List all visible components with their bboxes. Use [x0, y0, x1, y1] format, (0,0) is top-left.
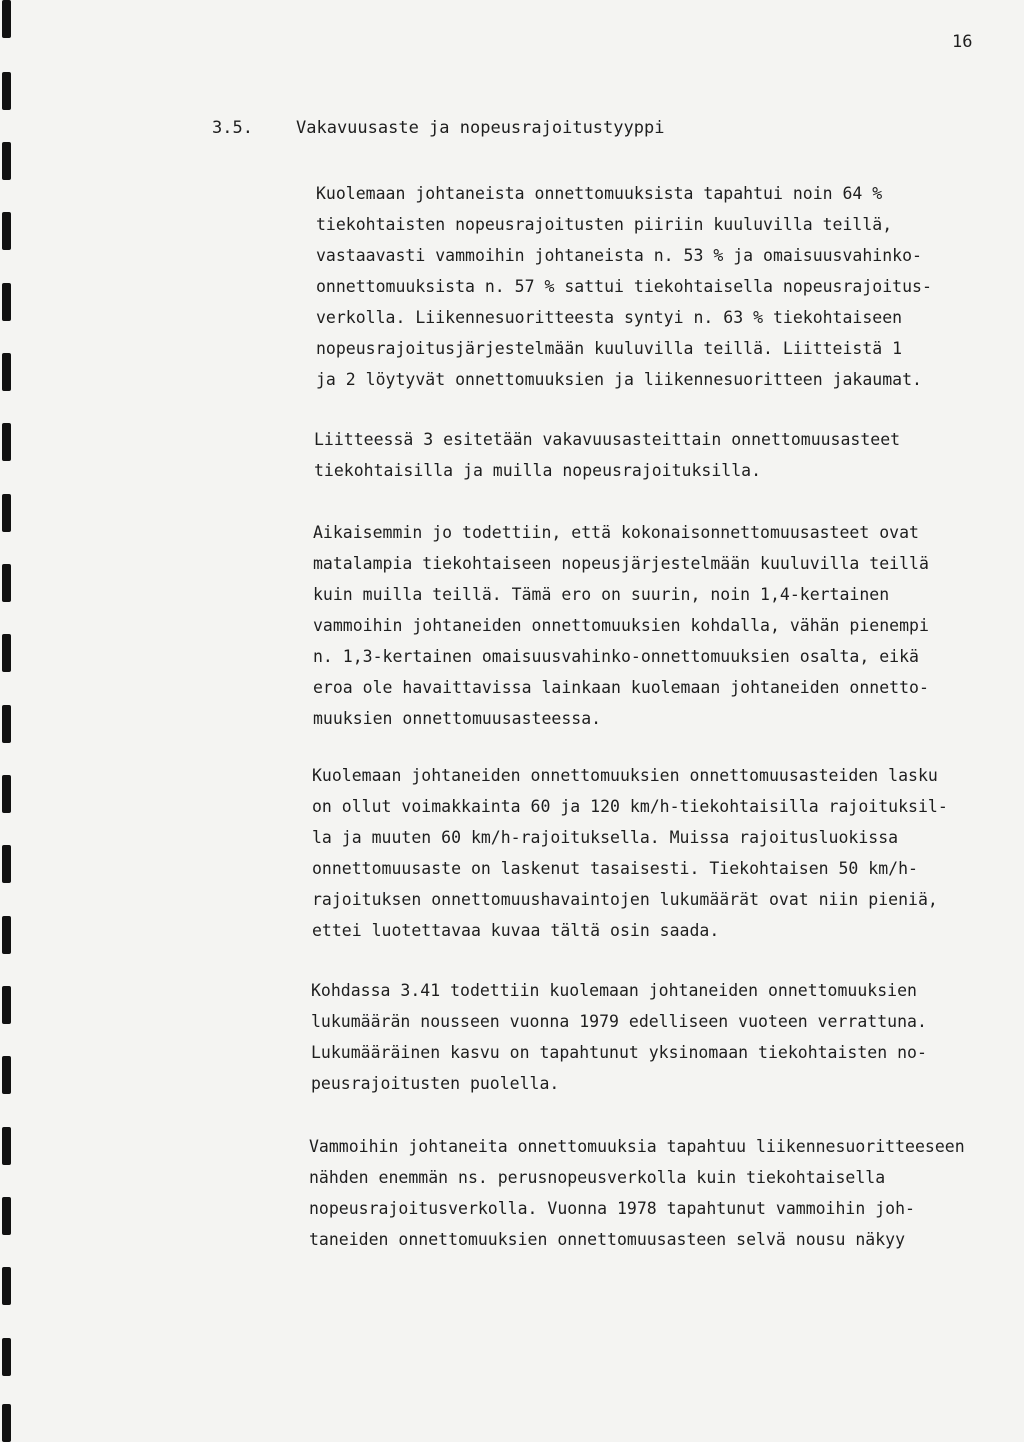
- paragraph-1: [316, 178, 1006, 395]
- binding-hole: [2, 1267, 11, 1305]
- section-number: 3.5.: [212, 118, 253, 138]
- text-line: vastaavasti vammoihin johtaneista n. 53 % ja omaisuusvahinko-: [316, 246, 922, 265]
- binding-hole: [2, 212, 11, 250]
- text-line: nopeusrajoitusjärjestelmään kuuluvilla teillä. Liitteistä 1: [316, 339, 903, 358]
- text-line: vammoihin johtaneiden onnettomuuksien kohdalla, vähän pienempi: [313, 616, 929, 635]
- binding-hole: [2, 564, 11, 602]
- text-line: verkolla. Liikennesuoritteesta syntyi n. 63 % tiekohtaiseen: [316, 308, 903, 327]
- text-line: la ja muuten 60 km/h-rajoituksella. Muissa rajoitusluokissa: [312, 828, 899, 847]
- text-line: ettei luotettavaa kuvaa tältä osin saada.: [312, 921, 720, 940]
- binding-hole: [2, 845, 11, 883]
- text-line: nopeusrajoitusverkolla. Vuonna 1978 tapahtunut vammoihin joh-: [309, 1199, 915, 1218]
- binding-hole: [2, 283, 11, 321]
- text-line: tiekohtaisten nopeusrajoitusten piiriin kuuluvilla teillä,: [316, 215, 893, 234]
- binding-strip: [0, 0, 20, 1442]
- text-line: onnettomuuksista n. 57 % sattui tiekohtaisella nopeusrajoitus-: [316, 277, 932, 296]
- paragraph-6: [309, 1131, 999, 1255]
- binding-hole: [2, 1127, 11, 1165]
- text-line: Kohdassa 3.41 todettiin kuolemaan johtaneiden onnettomuuksien: [311, 981, 917, 1000]
- section-title: Vakavuusaste ja nopeusrajoitustyyppi: [296, 118, 665, 138]
- text-line: on ollut voimakkainta 60 ja 120 km/h-tiekohtaisilla rajoituksil-: [312, 797, 948, 816]
- text-line: n. 1,3-kertainen omaisuusvahinko-onnettomuuksien osalta, eikä: [313, 647, 919, 666]
- text-line: matalampia tiekohtaiseen nopeusjärjestelmään kuuluvilla teillä: [313, 554, 929, 573]
- paragraph-5: [311, 975, 1001, 1099]
- binding-hole: [2, 494, 11, 532]
- text-line: eroa ole havaittavissa lainkaan kuolemaan johtaneiden onnetto-: [313, 678, 929, 697]
- text-line: peusrajoitusten puolella.: [311, 1074, 560, 1093]
- binding-hole: [2, 142, 11, 180]
- paragraph-4: [312, 760, 1002, 946]
- binding-hole: [2, 1404, 11, 1442]
- binding-hole: [2, 634, 11, 672]
- text-line: rajoituksen onnettomuushavaintojen lukumäärät ovat niin pieniä,: [312, 890, 938, 909]
- text-line: Liitteessä 3 esitetään vakavuusasteittain onnettomuusasteet: [314, 430, 901, 449]
- text-line: taneiden onnettomuuksien onnettomuusasteen selvä nousu näkyy: [309, 1230, 906, 1249]
- paragraph-3: [313, 517, 1003, 734]
- page-number: 16: [952, 32, 973, 52]
- binding-hole: [2, 0, 11, 38]
- text-line: nähden enemmän ns. perusnopeusverkolla kuin tiekohtaisella: [309, 1168, 886, 1187]
- text-line: onnettomuusaste on laskenut tasaisesti. Tiekohtaisen 50 km/h-: [312, 859, 918, 878]
- binding-hole: [2, 1197, 11, 1235]
- binding-hole: [2, 72, 11, 110]
- binding-hole: [2, 705, 11, 743]
- binding-hole: [2, 986, 11, 1024]
- text-line: muuksien onnettomuusasteessa.: [313, 709, 602, 728]
- paragraph-2: [314, 424, 1004, 486]
- text-line: Kuolemaan johtaneiden onnettomuuksien onnettomuusasteiden lasku: [312, 766, 938, 785]
- binding-hole: [2, 916, 11, 954]
- text-line: ja 2 löytyvät onnettomuuksien ja liikennesuoritteen jakaumat.: [316, 370, 922, 389]
- text-line: Kuolemaan johtaneista onnettomuuksista tapahtui noin 64 %: [316, 184, 883, 203]
- binding-hole: [2, 1056, 11, 1094]
- text-line: lukumäärän nousseen vuonna 1979 edelliseen vuoteen verrattuna.: [311, 1012, 927, 1031]
- binding-hole: [2, 353, 11, 391]
- binding-hole: [2, 1338, 11, 1376]
- text-line: Aikaisemmin jo todettiin, että kokonaisonnettomuusasteet ovat: [313, 523, 919, 542]
- binding-hole: [2, 775, 11, 813]
- binding-hole: [2, 423, 11, 461]
- text-line: kuin muilla teillä. Tämä ero on suurin, noin 1,4-kertainen: [313, 585, 890, 604]
- section-heading: [212, 118, 664, 138]
- text-line: Vammoihin johtaneita onnettomuuksia tapahtuu liikennesuoritteeseen: [309, 1137, 965, 1156]
- text-line: tiekohtaisilla ja muilla nopeusrajoituksilla.: [314, 461, 762, 480]
- text-line: Lukumääräinen kasvu on tapahtunut yksinomaan tiekohtaisten no-: [311, 1043, 927, 1062]
